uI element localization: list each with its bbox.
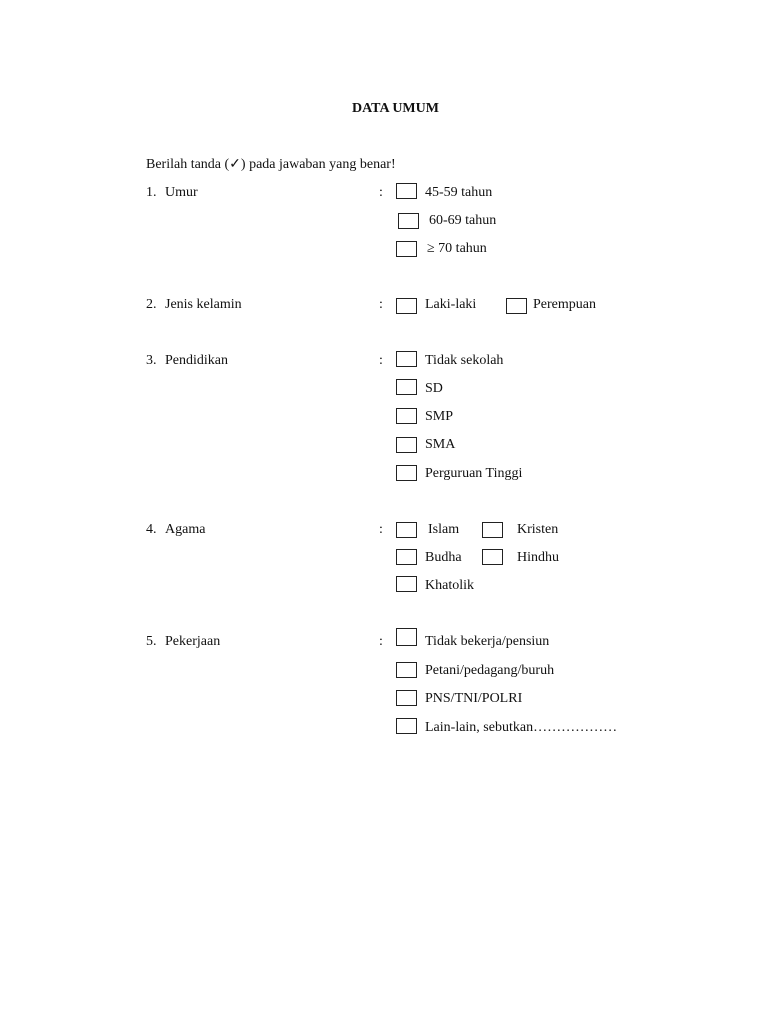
checkbox-hindhu[interactable] — [482, 549, 503, 565]
question-number: 2. — [146, 297, 157, 312]
checkbox-budha[interactable] — [396, 549, 417, 565]
colon: : — [379, 634, 383, 649]
option-label: Islam — [428, 522, 460, 537]
question-number: 5. — [146, 634, 157, 649]
checkbox-sma[interactable] — [396, 437, 417, 453]
colon: : — [379, 353, 383, 368]
option-label: Perguruan Tinggi — [425, 466, 523, 481]
option-label: Petani/pedagang/buruh — [425, 663, 555, 678]
checkbox-lain-lain[interactable] — [396, 718, 417, 734]
checkbox-perguruan-tinggi[interactable] — [396, 465, 417, 481]
checkbox-kristen[interactable] — [482, 522, 503, 538]
option-label: Tidak bekerja/pensiun — [425, 634, 550, 649]
colon: : — [379, 297, 383, 312]
checkbox-perempuan[interactable] — [506, 298, 527, 314]
question-label: Agama — [165, 522, 206, 537]
checkbox-tidak-sekolah[interactable] — [396, 351, 417, 367]
question-label: Pendidikan — [165, 353, 228, 368]
option-label: 60-69 tahun — [429, 213, 497, 228]
instruction-text: Berilah tanda (✓) pada jawaban yang benar! — [146, 157, 396, 172]
option-label: Lain-lain, sebutkan……………… — [425, 720, 618, 735]
question-label: Pekerjaan — [165, 634, 221, 649]
option-label: Hindhu — [517, 550, 559, 565]
option-label: Tidak sekolah — [425, 353, 504, 368]
option-label: Budha — [425, 550, 462, 565]
checkbox-smp[interactable] — [396, 408, 417, 424]
checkbox-umur-45-59[interactable] — [396, 183, 417, 199]
option-label: 45-59 tahun — [425, 185, 493, 200]
option-label: PNS/TNI/POLRI — [425, 691, 523, 706]
option-label: Perempuan — [533, 297, 596, 312]
checkbox-sd[interactable] — [396, 379, 417, 395]
checkbox-umur-70-plus[interactable] — [396, 241, 417, 257]
option-label: Kristen — [517, 522, 559, 537]
checkbox-khatolik[interactable] — [396, 576, 417, 592]
question-number: 3. — [146, 353, 157, 368]
colon: : — [379, 185, 383, 200]
option-label: SD — [425, 381, 443, 396]
colon: : — [379, 522, 383, 537]
option-label: ≥ 70 tahun — [427, 241, 487, 256]
checkbox-tidak-bekerja[interactable] — [396, 628, 417, 646]
checkbox-laki-laki[interactable] — [396, 298, 417, 314]
question-number: 1. — [146, 185, 157, 200]
question-label: Jenis kelamin — [165, 297, 242, 312]
question-number: 4. — [146, 522, 157, 537]
checkbox-pns-tni-polri[interactable] — [396, 690, 417, 706]
checkbox-petani-pedagang-buruh[interactable] — [396, 662, 417, 678]
option-label: SMP — [425, 409, 454, 424]
option-label: Khatolik — [425, 578, 474, 593]
checkbox-umur-60-69[interactable] — [398, 213, 419, 229]
checkbox-islam[interactable] — [396, 522, 417, 538]
option-label: Laki-laki — [425, 297, 477, 312]
page-title: DATA UMUM — [352, 101, 439, 116]
option-label: SMA — [425, 437, 456, 452]
question-label: Umur — [165, 185, 198, 200]
